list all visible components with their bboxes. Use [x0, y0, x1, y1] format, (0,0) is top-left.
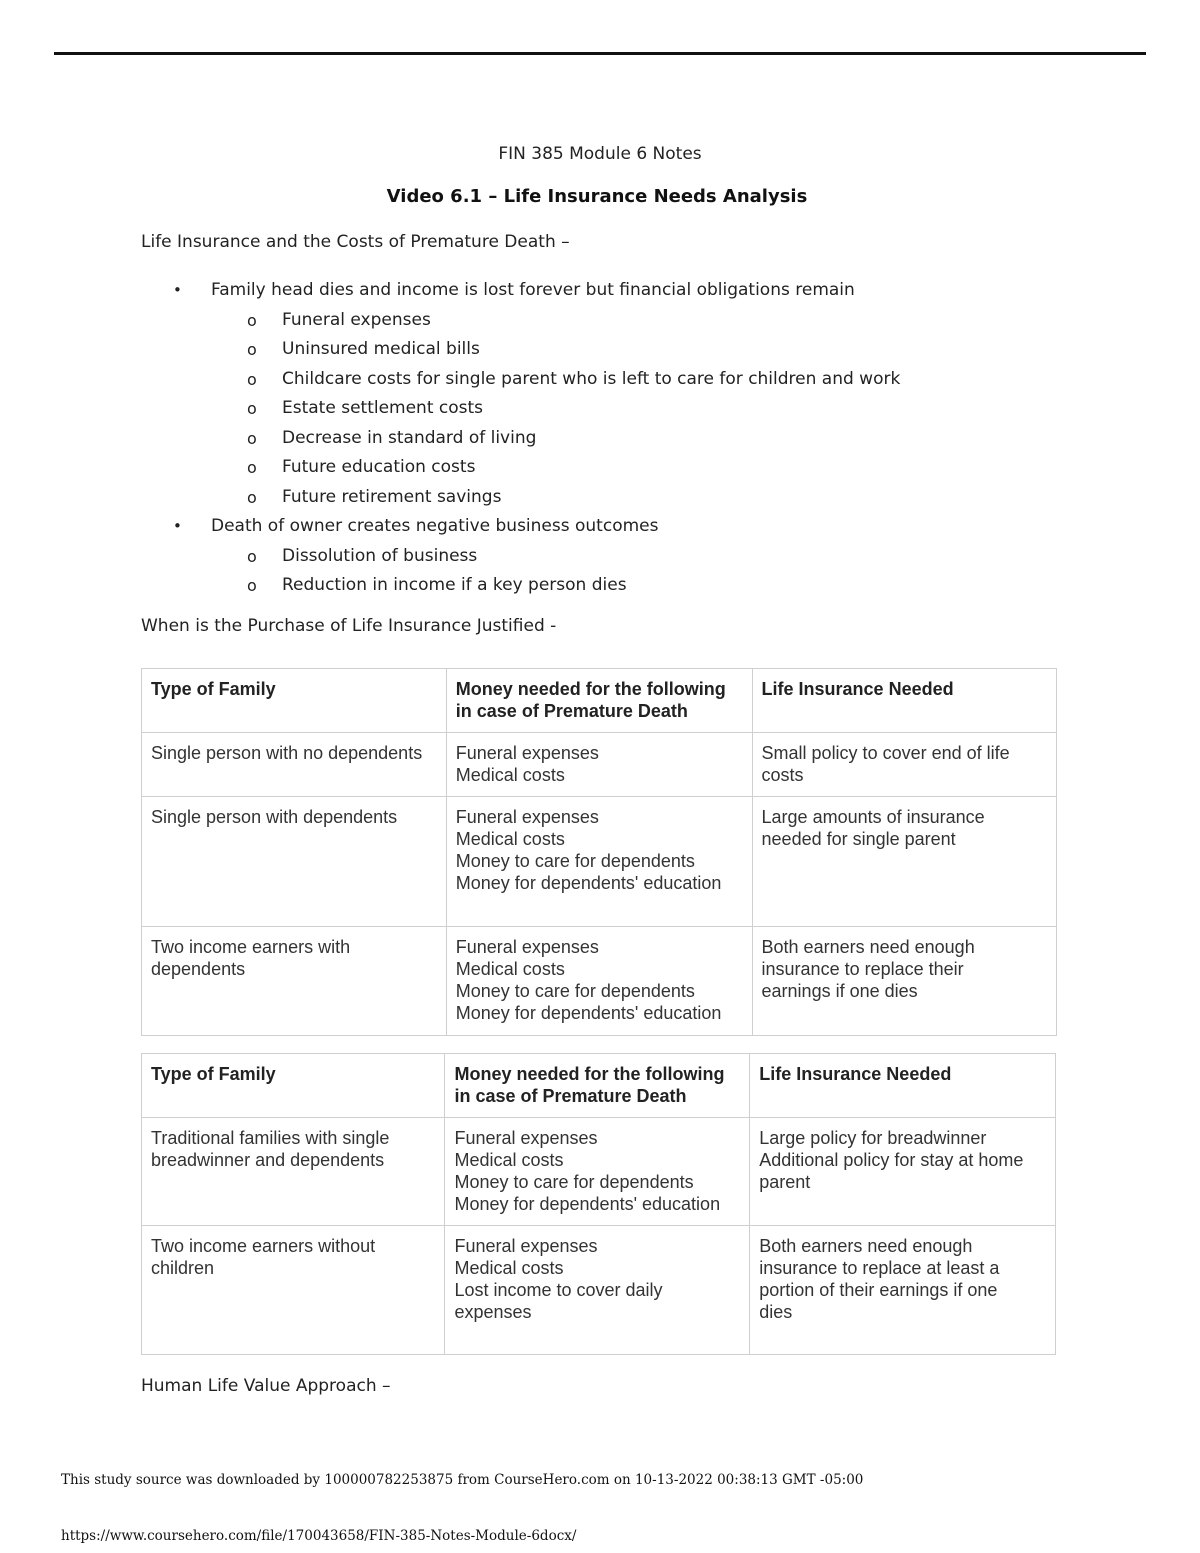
sub-bullet-text: Dissolution of business	[282, 545, 478, 566]
table-header-row	[142, 669, 1057, 733]
cell-family-type	[142, 927, 447, 1036]
sub-bullet-text: Future education costs	[282, 457, 476, 477]
cell-family-type	[142, 1226, 445, 1355]
header-type-of-family	[142, 669, 447, 733]
intro-paragraph: Life Insurance and the Costs of Premature Death –	[141, 232, 570, 252]
sub-bullet-icon: o	[247, 310, 257, 330]
cell-text-line: Money to care for dependents	[454, 1172, 694, 1192]
needs-table-1	[141, 668, 1057, 1036]
cell-text-line: Funeral expenses	[455, 807, 599, 827]
download-source-note: This study source was downloaded by 100000782253875 from CourseHero.com on 10-13-2022 00:38:13 GMT -05:00	[61, 1472, 864, 1488]
sub-bullet-icon: o	[247, 428, 257, 448]
sub-bullet-item	[141, 394, 1041, 424]
cell-text-line: Medical costs	[454, 1258, 564, 1278]
header-money-needed	[445, 1054, 750, 1118]
table-row	[142, 1118, 1056, 1226]
cell-text-line: Both earners need enough	[759, 1236, 973, 1256]
cell-text-line: children	[151, 1258, 215, 1278]
sub-bullet-icon: o	[247, 576, 257, 595]
table-row	[142, 927, 1057, 1036]
sub-bullet-item	[141, 365, 1041, 395]
sub-bullet-icon: o	[247, 369, 257, 389]
cell-money-needed	[445, 1226, 750, 1355]
sub-bullet-icon: o	[247, 458, 257, 477]
cell-text-line: breadwinner and dependents	[151, 1150, 385, 1170]
table-row	[142, 1226, 1056, 1355]
cell-text-line: Type of Family	[151, 1064, 276, 1084]
source-url-link[interactable]: https://www.coursehero.com/file/170043658/FIN-385-Notes-Module-6docx/	[61, 1528, 577, 1544]
bullet-list	[141, 276, 1041, 601]
table-header-row	[142, 1054, 1056, 1118]
cell-insurance-needed	[752, 927, 1056, 1036]
cell-text-line: Additional policy for stay at home	[759, 1150, 1024, 1170]
cell-text-line: Money to care for dependents	[455, 851, 695, 871]
sub-bullet-item	[141, 424, 1041, 454]
cell-text-line: in case of Premature Death	[454, 1086, 687, 1106]
sub-bullet-text: Estate settlement costs	[282, 398, 484, 418]
cell-family-type	[142, 733, 447, 797]
cell-insurance-needed	[750, 1226, 1056, 1355]
sub-bullet-item	[141, 306, 1041, 336]
header-insurance-needed	[752, 669, 1056, 733]
cell-text-line: Large policy for breadwinner	[759, 1128, 987, 1148]
bullet-item	[141, 276, 1041, 306]
cell-text-line: Life Insurance Needed	[761, 679, 954, 699]
cell-text-line: portion of their earnings if one	[759, 1280, 998, 1300]
needs-table-2	[141, 1053, 1056, 1355]
cell-money-needed	[446, 733, 752, 797]
sub-bullet-text: Decrease in standard of living	[282, 427, 537, 448]
sub-bullet-item	[141, 483, 1041, 513]
cell-insurance-needed	[750, 1118, 1056, 1226]
cell-text-line: dependents	[151, 959, 246, 979]
cell-text-line: dies	[759, 1302, 793, 1322]
section-heading: Video 6.1 – Life Insurance Needs Analysis	[386, 186, 808, 207]
justified-heading: When is the Purchase of Life Insurance Justified -	[141, 616, 557, 636]
sub-bullet-item	[141, 571, 1041, 601]
cell-text-line: needed for single parent	[761, 829, 956, 849]
cell-text-line: Two income earners with	[151, 937, 351, 957]
cell-text-line: in case of Premature Death	[455, 701, 688, 721]
cell-text-line: Medical costs	[455, 959, 565, 979]
header-rule	[54, 52, 1146, 55]
bullet-item	[141, 512, 1041, 542]
sub-bullet-item	[141, 542, 1041, 572]
header-type-of-family	[142, 1054, 445, 1118]
bullet-text: Death of owner creates negative business outcomes	[211, 516, 659, 536]
sub-bullet-text: Uninsured medical bills	[282, 339, 480, 359]
cell-text-line: Small policy to cover end of life	[761, 743, 1010, 763]
cell-text-line: Single person with dependents	[151, 807, 398, 827]
document-title: FIN 385 Module 6 Notes	[498, 144, 702, 164]
cell-text-line: Life Insurance Needed	[759, 1064, 952, 1084]
cell-text-line: Funeral expenses	[455, 743, 599, 763]
sub-bullet-text: Childcare costs for single parent who is left to care for children and work	[282, 368, 901, 389]
table-row	[142, 733, 1057, 797]
cell-text-line: Money needed for the following	[454, 1064, 725, 1084]
cell-family-type	[142, 1118, 445, 1226]
sub-bullet-icon: o	[247, 487, 257, 507]
sub-bullet-icon: o	[247, 546, 257, 566]
cell-text-line: Traditional families with single	[151, 1128, 390, 1148]
cell-text-line: Funeral expenses	[454, 1236, 598, 1256]
cell-text-line: Medical costs	[455, 829, 565, 849]
bullet-text: Family head dies and income is lost forever but financial obligations remain	[211, 280, 855, 300]
cell-text-line: earnings if one dies	[761, 981, 918, 1001]
cell-text-line: Single person with no dependents	[151, 743, 423, 763]
cell-text-line: insurance to replace at least a	[759, 1258, 1000, 1278]
cell-text-line: insurance to replace their	[761, 959, 964, 979]
cell-text-line: Money to care for dependents	[455, 981, 695, 1001]
cell-text-line: Large amounts of insurance	[761, 807, 985, 827]
cell-text-line: Funeral expenses	[455, 937, 599, 957]
cell-text-line: Money needed for the following	[455, 679, 726, 699]
sub-bullet-icon: o	[247, 399, 257, 418]
cell-family-type	[142, 797, 447, 927]
sub-bullet-item	[141, 453, 1041, 483]
sub-bullet-text: Funeral expenses	[282, 309, 431, 330]
sub-bullet-text: Reduction in income if a key person dies	[282, 575, 627, 595]
cell-text-line: Funeral expenses	[454, 1128, 598, 1148]
sub-bullet-icon: o	[247, 340, 257, 359]
cell-text-line: expenses	[454, 1302, 532, 1322]
cell-text-line: Money for dependents' education	[455, 1003, 722, 1023]
cell-text-line: Medical costs	[455, 765, 565, 785]
cell-text-line: Type of Family	[151, 679, 276, 699]
cell-money-needed	[445, 1118, 750, 1226]
cell-money-needed	[446, 797, 752, 927]
cell-text-line: Both earners need enough	[761, 937, 975, 957]
cell-text-line: Money for dependents' education	[454, 1194, 721, 1214]
cell-text-line: costs	[761, 765, 804, 785]
cell-text-line: Money for dependents' education	[455, 873, 722, 893]
sub-bullet-item	[141, 335, 1041, 365]
cell-text-line: Two income earners without	[151, 1236, 376, 1256]
header-money-needed	[446, 669, 752, 733]
cell-insurance-needed	[752, 733, 1056, 797]
header-insurance-needed	[750, 1054, 1056, 1118]
table-row	[142, 797, 1057, 927]
cell-money-needed	[446, 927, 752, 1036]
bullet-icon: •	[173, 281, 182, 299]
cell-text-line: Lost income to cover daily	[454, 1280, 663, 1300]
cell-text-line: parent	[759, 1172, 811, 1192]
bullet-icon: •	[173, 517, 182, 535]
sub-bullet-text: Future retirement savings	[282, 486, 502, 507]
cell-text-line: Medical costs	[454, 1150, 564, 1170]
cell-insurance-needed	[752, 797, 1056, 927]
human-life-heading: Human Life Value Approach –	[141, 1376, 391, 1396]
